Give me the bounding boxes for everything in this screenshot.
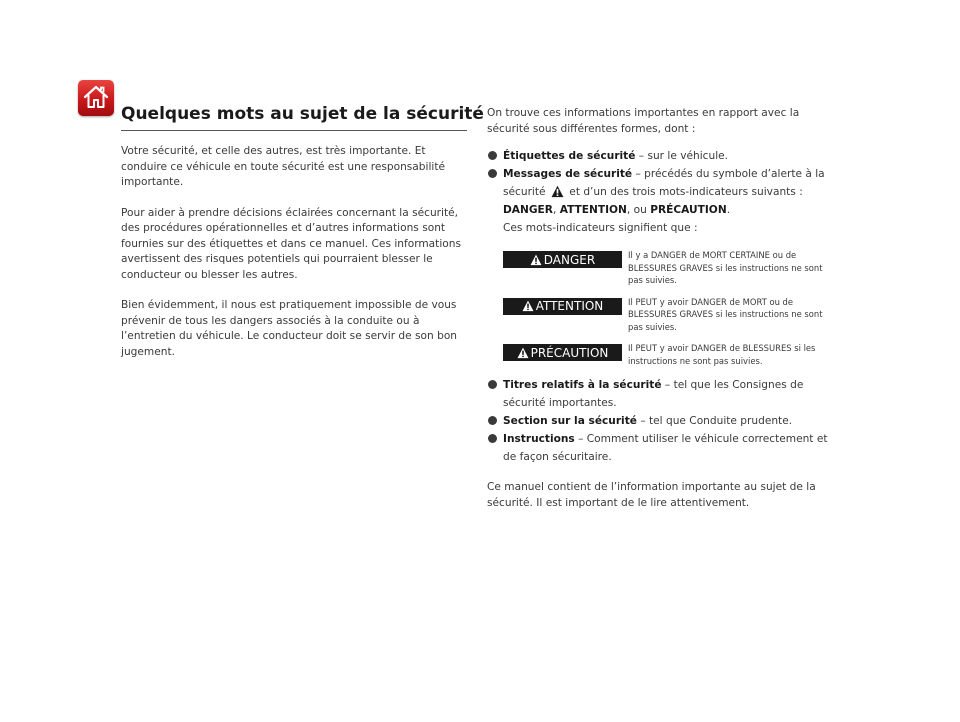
separator: . [726,204,731,216]
list-text: – sur le véhicule. [635,150,729,162]
list-item [487,147,842,165]
list-text: sécurité [503,186,546,198]
list-term: Messages de sécurité [503,168,633,180]
list-text: et d’un des trois mots-indicateurs suivants : [569,186,803,198]
right-column [487,106,842,511]
safety-alert-icon [530,254,542,266]
list-term: Étiquettes de sécurité [503,150,636,162]
list-text: Ces mots-indicateurs signifient que : [503,222,698,234]
bullet-icon [488,416,497,425]
home-button[interactable] [78,80,114,116]
separator: , [552,204,560,216]
safety-alert-icon [551,185,564,198]
signal-row-precaution [487,342,842,367]
separator: , ou [626,204,651,216]
signal-words-table [487,249,842,367]
forms-intro: On trouve ces informations importantes en rapport avec la sécurité sous différentes formes, dont : [487,107,800,135]
bullet-icon [488,169,497,178]
safety-forms-list-continued [487,376,842,466]
signal-description: Il PEUT y avoir DANGER de MORT ou de BLESSURES GRAVES si les instructions ne sont pas suivies. [628,296,823,332]
closing-paragraph: Ce manuel contient de l’information importante au sujet de la sécurité. Il est important de le lire attentivement. [487,481,816,509]
signal-row-attention [487,296,842,334]
home-icon [83,84,109,110]
intro-paragraph: Votre sécurité, et celle des autres, est très importante. Et conduire ce véhicule en toute sécurité est une responsabilité importante. [121,145,446,188]
title-divider [121,130,467,131]
signal-row-danger [487,249,842,287]
list-term: Instructions [503,433,575,445]
page-title: Quelques mots au sujet de la sécurité [121,104,484,124]
list-item [487,412,842,430]
list-item [487,376,842,412]
list-text: – tel que les Consignes de sécurité importantes. [503,379,804,409]
signal-description: Il y a DANGER de MORT CERTAINE ou de BLESSURES GRAVES si les instructions ne sont pas suivies. [628,250,823,285]
list-term: Titres relatifs à la sécurité [503,379,662,391]
signal-label-text: PRÉCAUTION [530,345,609,360]
signal-word: ATTENTION [559,204,627,216]
attention-label [503,298,622,315]
list-text: – tel que Conduite prudente. [636,415,793,427]
judgement-paragraph: Bien évidemment, il nous est pratiquement impossible de vous prévenir de tous les dangers associés à la conduite ou à l’entretien du véhicule. Le conducteur doit se servir de son bon jugement. [121,299,458,358]
list-item [487,165,842,237]
signal-word: PRÉCAUTION [650,204,727,216]
safety-alert-icon [517,347,529,359]
bullet-icon [488,380,497,389]
list-text: – précédés du symbole d’alerte à la [632,168,825,180]
signal-label-text: ATTENTION [535,299,604,313]
signal-word: DANGER [503,204,553,216]
bullet-icon [488,151,497,160]
left-column [121,102,484,360]
signal-description: Il PEUT y avoir DANGER de BLESSURES si les instructions ne sont pas suivies. [628,343,816,366]
precaution-label [503,344,622,361]
danger-label [503,251,622,268]
list-text: – Comment utiliser le véhicule correctement et de façon sécuritaire. [503,433,828,463]
signal-label-text: DANGER [543,252,596,267]
safety-forms-list [487,147,842,237]
safety-alert-icon [522,300,534,312]
info-paragraph: Pour aider à prendre décisions éclairées concernant la sécurité, des procédures opérationnelles et d’autres informations sont fournies sur des étiquettes et dans ce manuel. Ces informations avertissent des risques potentiels qui pourraient blesser le conducteur ou blesser les autres. [121,206,461,281]
list-term: Section sur la sécurité [503,415,637,427]
list-item [487,430,842,466]
bullet-icon [488,434,497,443]
